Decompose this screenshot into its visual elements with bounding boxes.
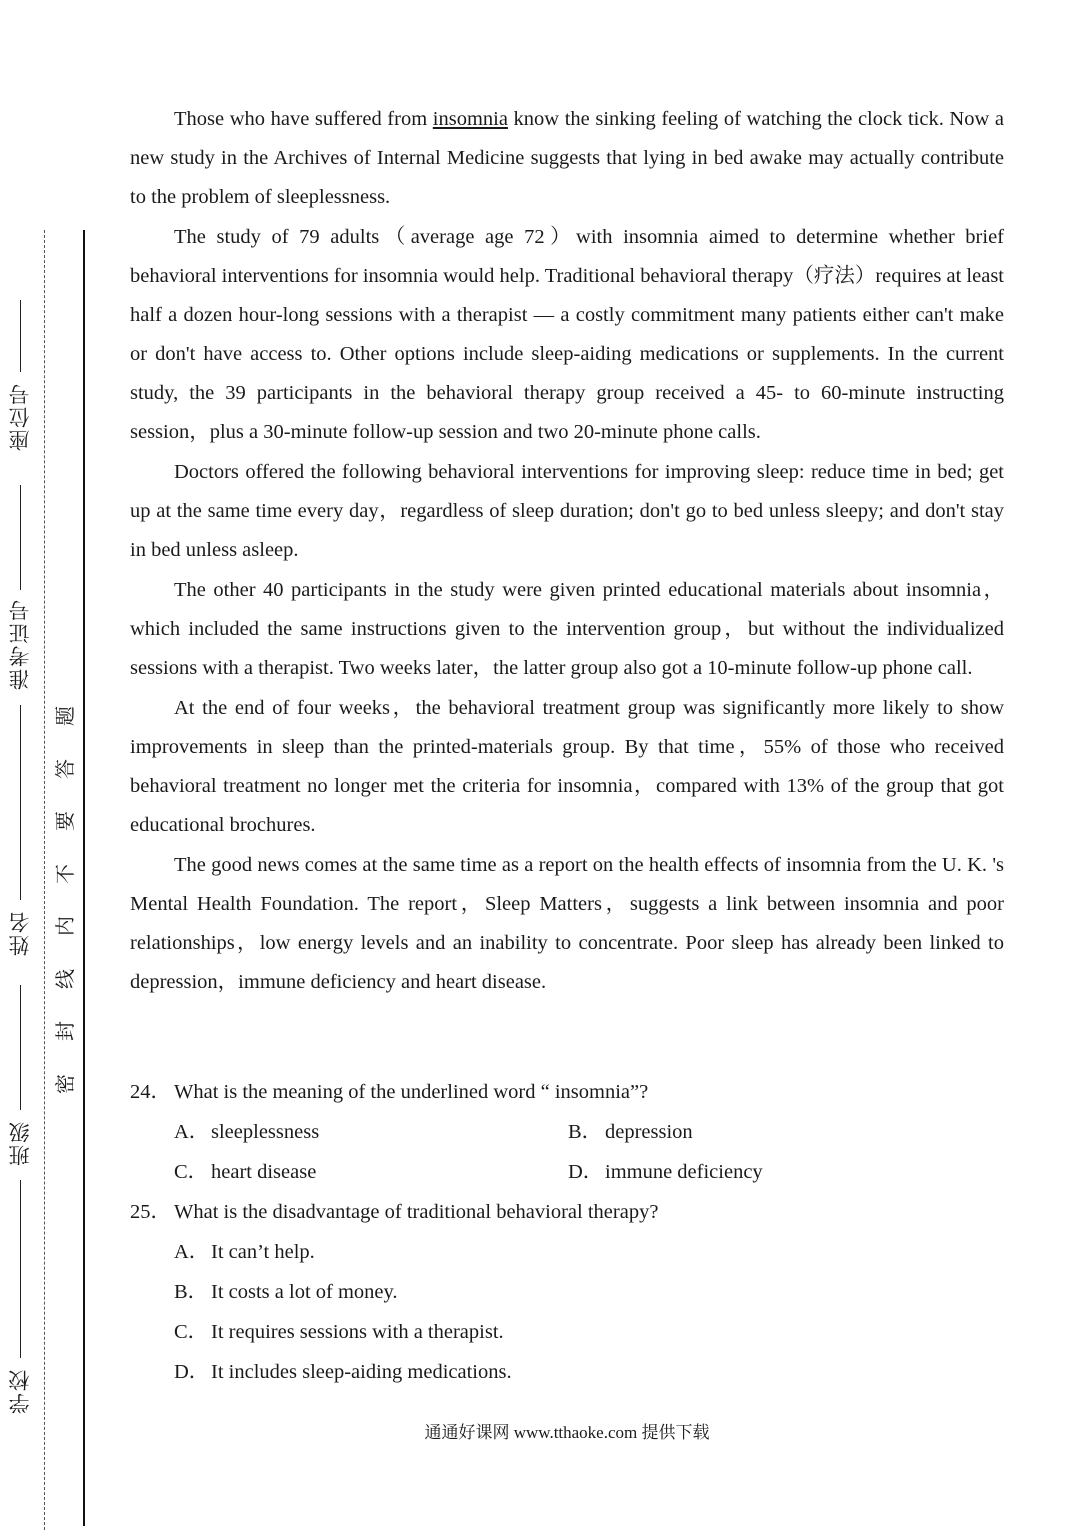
paragraph-3: Doctors offered the following behavioral interventions for improving sleep: reduce time in bed; get up at the same time every day，regardless of sleep duration; don't go to bed unless sleepy; and don't stay in bed unless asleep.	[130, 461, 1004, 561]
paragraph-6: The good news comes at the same time as a report on the health effects of insomnia from the U. K. 's Mental Health Foundation. The report，Sleep Matters，suggests a link between insomnia and poor relationships，low energy levels and an inability to concentrate. Poor sleep has already been linked to depression，immune deficiency and heart disease.	[130, 854, 1004, 993]
question-number: 24．	[130, 1081, 171, 1103]
question-24	[130, 1073, 1004, 1113]
seal-char: 密	[55, 1073, 77, 1094]
question-stem: What is the meaning of the underlined word “ insomnia”?	[174, 1081, 649, 1103]
binding-dashed-line	[44, 230, 45, 1530]
questions-section	[130, 1073, 1004, 1393]
option-24-d[interactable]: D．immune deficiency	[568, 1161, 763, 1183]
paragraph-5: At the end of four weeks，the behavioral treatment group was significantly more likely to show improvements in sleep than the printed-materials group. By that time，55% of those who received behavioral treatment no longer met the criteria for insomnia，compared with 13% of the group that got educational brochures.	[130, 697, 1004, 836]
option-24-b[interactable]: B． depression	[568, 1121, 693, 1143]
option-25-c[interactable]: C． It requires sessions with a therapist.	[174, 1321, 504, 1343]
seal-char: 答	[55, 758, 77, 779]
seal-char: 内	[55, 916, 77, 937]
exam-id-blank	[20, 485, 21, 590]
option-25-a[interactable]: A． It can’t help.	[174, 1241, 315, 1263]
option-24-c[interactable]: C． heart disease	[174, 1161, 317, 1183]
exam-id-label: 准考证号	[8, 598, 32, 690]
seal-char: 不	[55, 863, 77, 884]
class-label: 班级	[8, 1120, 32, 1166]
binding-solid-line	[83, 230, 85, 1526]
seal-char: 封	[55, 1021, 77, 1042]
option-row	[130, 1113, 1004, 1153]
name-blank	[20, 705, 21, 900]
option-row	[130, 1153, 1004, 1193]
page-footer: 通通好课网 www.tthaoke.com 提供下载	[424, 1423, 710, 1442]
seal-notice	[50, 705, 82, 1095]
name-label: 姓名	[8, 910, 32, 956]
seal-char: 线	[55, 968, 77, 989]
seat-number-blank	[20, 300, 21, 372]
seal-char: 要	[55, 811, 77, 832]
seat-number-label: 座位号	[8, 382, 32, 451]
underlined-word: insomnia	[432, 108, 508, 130]
option-25-b[interactable]: B． It costs a lot of money.	[174, 1281, 398, 1303]
question-stem: What is the disadvantage of traditional behavioral therapy?	[174, 1201, 659, 1223]
paragraph-4: The other 40 participants in the study were given printed educational materials about insomnia，which included the same instructions given to the intervention group，but without the individualized sessions with a therapist. Two weeks later，the latter group also got a 10-minute follow-up phone call.	[130, 579, 1004, 679]
school-blank	[20, 1180, 21, 1358]
paragraph-2: The study of 79 adults（average age 72）with insomnia aimed to determine whether brief behavioral interventions for insomnia would help. Traditional behavioral therapy（疗法）requires at least half a dozen hour-long sessions with a therapist — a costly commitment many patients either can't make or don't have access to. Other options include sleep-aiding medications or supplements. In the current study, the 39 participants in the behavioral therapy group received a 45- to 60-minute instructing session，plus a 30-minute follow-up session and two 20-minute phone calls.	[130, 226, 1004, 443]
question-25	[130, 1193, 1004, 1233]
seal-char: 题	[55, 706, 77, 726]
reading-passage	[130, 100, 1004, 1003]
class-blank	[20, 985, 21, 1110]
option-25-d[interactable]: D． It includes sleep-aiding medications.	[174, 1361, 512, 1383]
school-label: 学校	[8, 1368, 32, 1414]
question-number: 25．	[130, 1201, 171, 1223]
paragraph-1: Those who have suffered from insomnia know the sinking feeling of watching the clock tick. Now a new study in the Archives of Internal Medicine suggests that lying in bed awake may actually contribute to the problem of sleeplessness.	[130, 108, 1004, 208]
option-24-a[interactable]: A．sleeplessness	[174, 1121, 320, 1143]
